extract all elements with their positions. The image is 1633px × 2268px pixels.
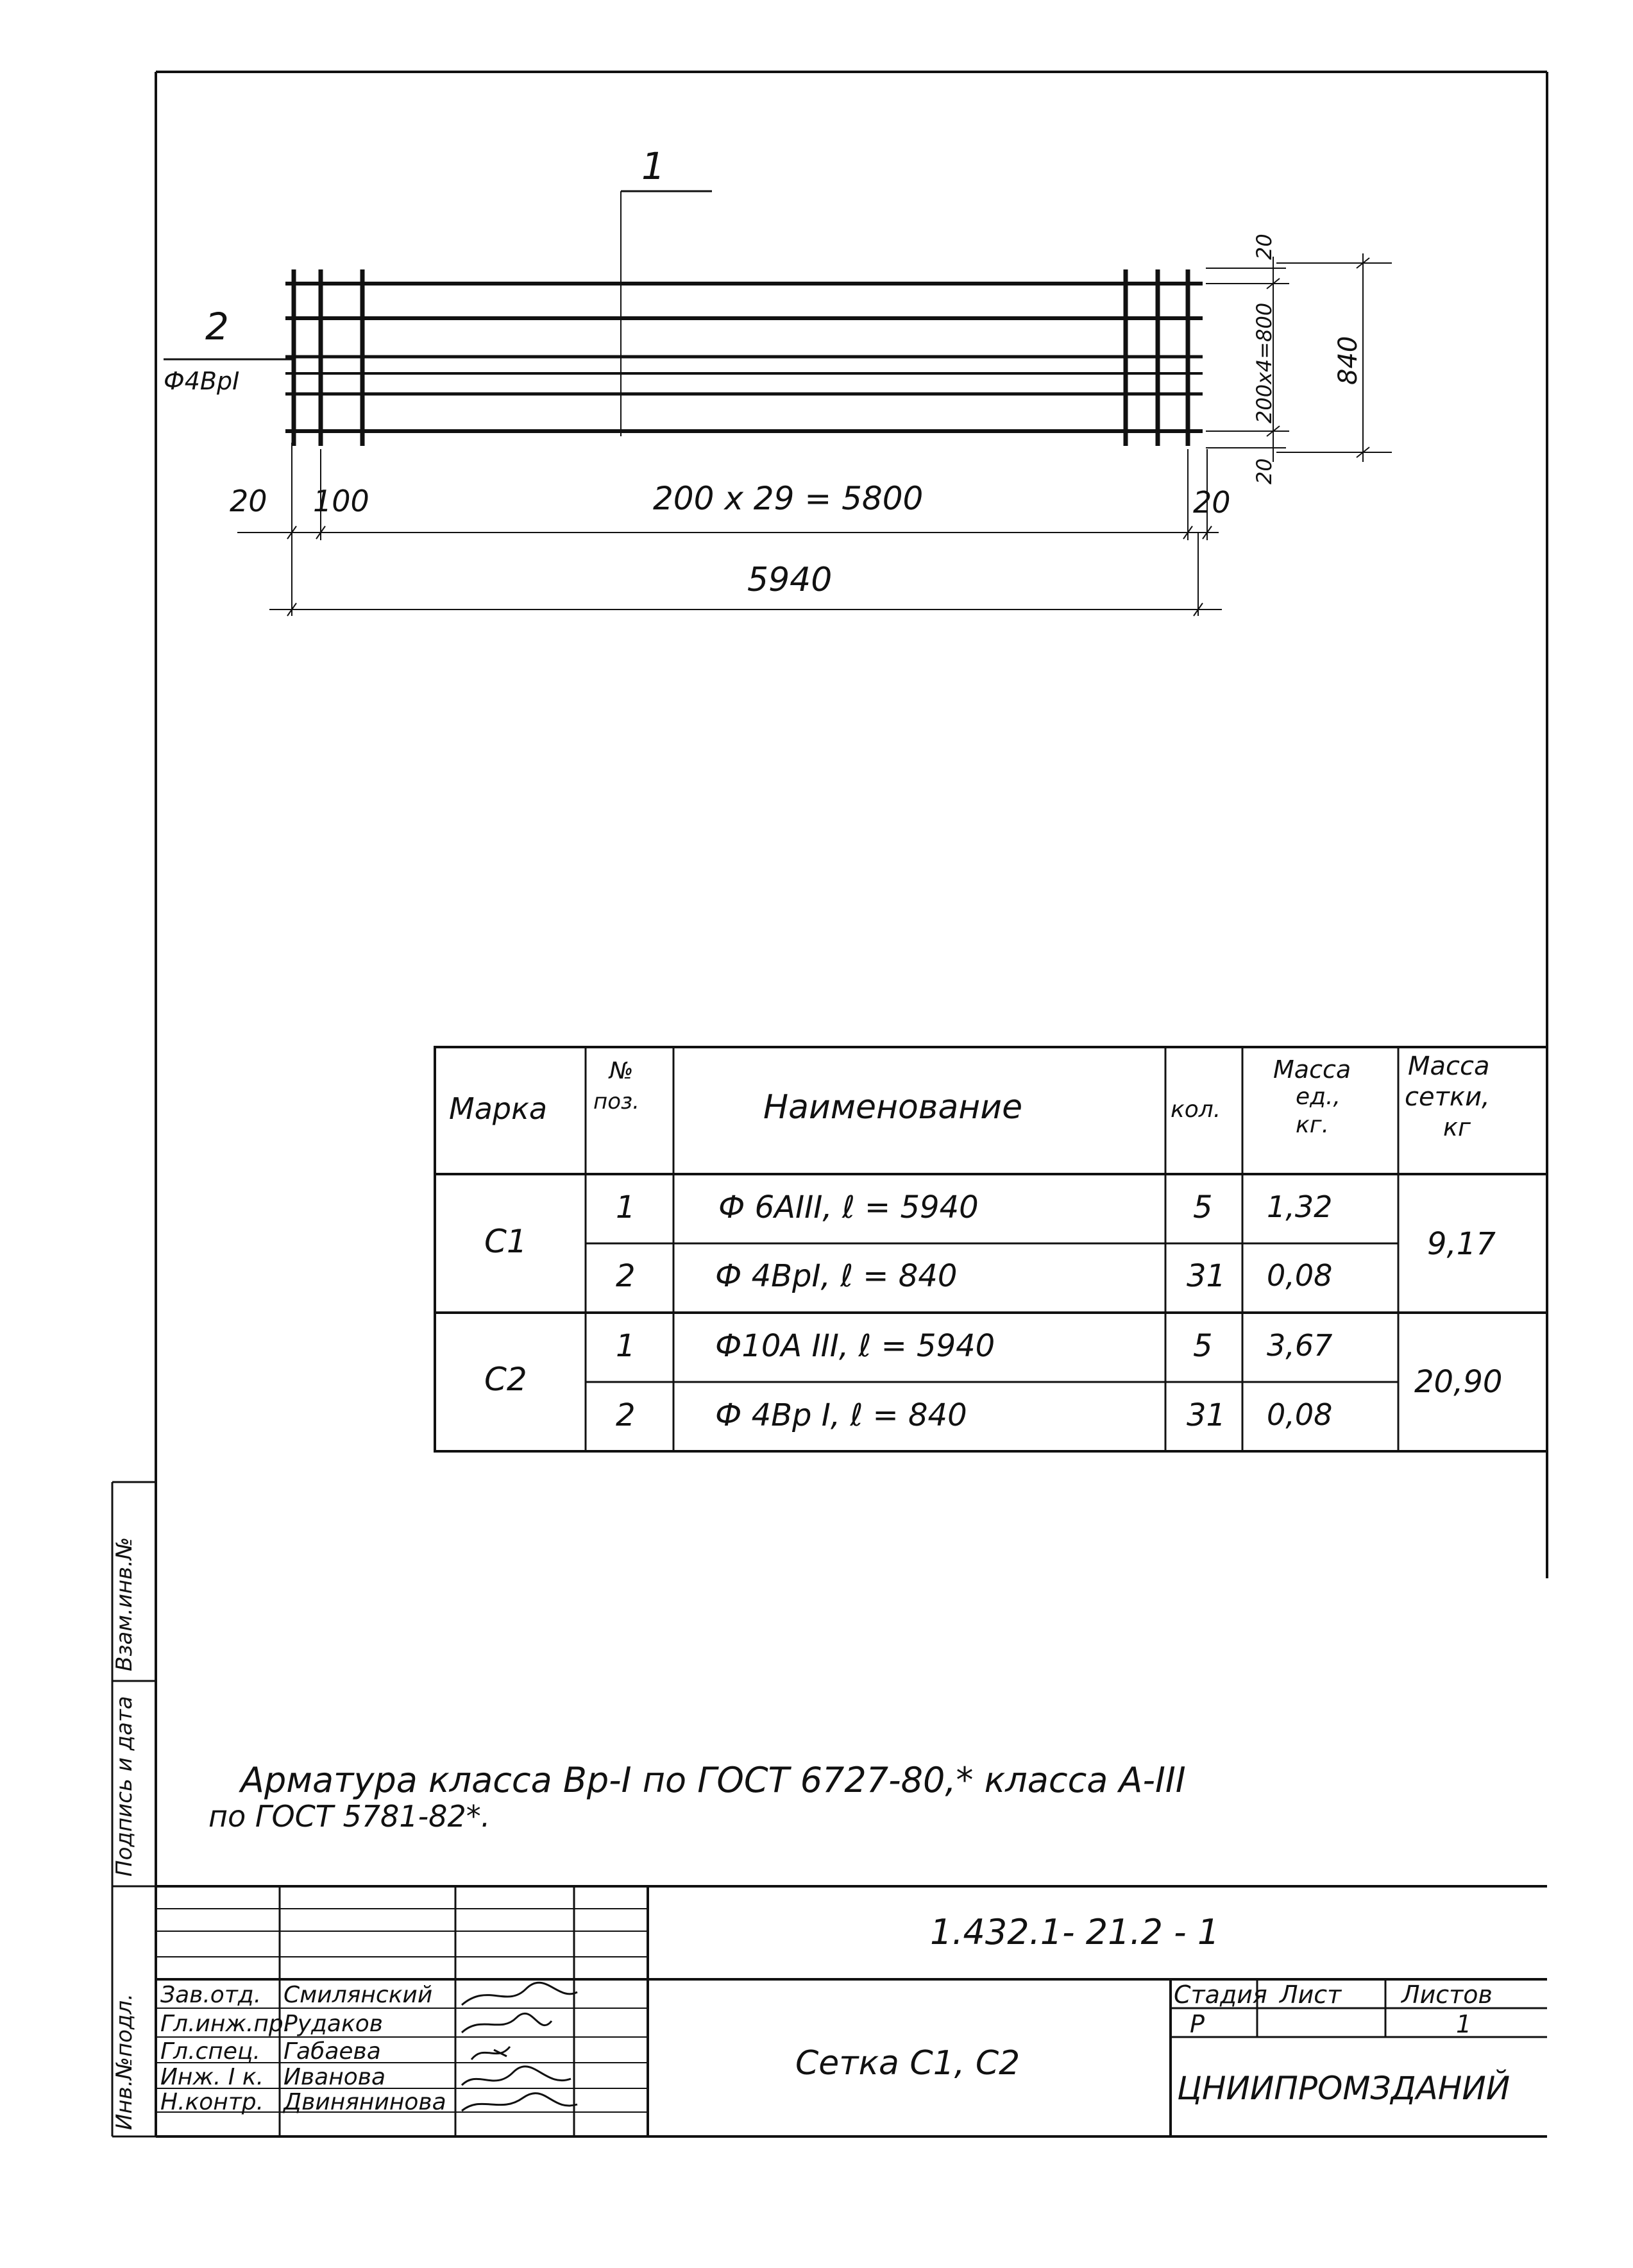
- signer-role: Н.контр.: [160, 2089, 264, 2115]
- group-c1-mark: С1: [484, 1223, 527, 1260]
- c1-row2-pos: 2: [616, 1258, 636, 1294]
- header-name: Наименование: [763, 1088, 1023, 1127]
- c1-row2-unit-mass: 0,08: [1267, 1258, 1333, 1293]
- group-c2-mark: С2: [484, 1361, 527, 1398]
- header-mesh-mass-1: Масса: [1408, 1052, 1490, 1081]
- c1-row1-qty: 5: [1193, 1189, 1213, 1225]
- dim-first-step: 100: [313, 484, 369, 518]
- signer-name: Двинянинова: [283, 2089, 446, 2115]
- c2-row2-pos: 2: [616, 1397, 636, 1433]
- signer-name: Рудаков: [283, 2011, 383, 2037]
- signatures: [462, 1982, 577, 2111]
- horizontal-dimensions: [237, 443, 1222, 616]
- stage-value: Р: [1190, 2010, 1205, 2038]
- mesh-drawing: [164, 191, 1203, 446]
- c1-row2-qty: 31: [1187, 1258, 1226, 1294]
- c2-row1-pos: 1: [616, 1328, 636, 1364]
- c2-row2-name: Ф 4Вр I, ℓ = 840: [715, 1397, 967, 1433]
- dim-vertical-spacing: 200х4=800: [1252, 302, 1276, 423]
- header-qty: кол.: [1171, 1096, 1221, 1123]
- sheet-title: Сетка С1, С2: [795, 2044, 1020, 2083]
- c1-row2-name: Ф 4ВрI, ℓ = 840: [715, 1258, 958, 1294]
- dim-total-width: 840: [1333, 336, 1363, 385]
- doc-code: 1.432.1- 21.2 - 1: [930, 1912, 1220, 1952]
- c1-row1-unit-mass: 1,32: [1267, 1189, 1333, 1224]
- dim-total-length: 5940: [747, 561, 833, 599]
- signer-role: Зав.отд.: [160, 1982, 262, 2008]
- stamp-vzam-inv: Взам.инв.№: [112, 1537, 137, 1671]
- position-bar: Ф4ВрI: [164, 367, 240, 395]
- signer-role: Гл.инж.пр.: [160, 2011, 291, 2037]
- position-label: 2: [205, 305, 229, 348]
- sheets-value: 1: [1456, 2010, 1472, 2038]
- header-pos: поз.: [593, 1089, 639, 1114]
- vertical-dimensions: [1206, 253, 1392, 462]
- c2-row2-qty: 31: [1187, 1397, 1226, 1433]
- c2-row1-name: Ф10А III, ℓ = 5940: [715, 1328, 995, 1364]
- sheets-header: Листов: [1401, 1981, 1493, 2009]
- c2-row1-unit-mass: 3,67: [1267, 1328, 1333, 1363]
- c2-row1-qty: 5: [1193, 1328, 1213, 1364]
- dim-right-edge: 20: [1193, 485, 1231, 520]
- section-mark: 1: [641, 144, 665, 188]
- note-line-1: Арматура класса Вр-I по ГОСТ 6727-80,* класса А-III: [241, 1760, 1186, 1800]
- signer-name: Смилянский: [283, 1982, 433, 2008]
- dim-spacing: 200 х 29 = 5800: [653, 480, 924, 517]
- header-unit-mass-1: Масса: [1273, 1055, 1351, 1084]
- sheet-header: Лист: [1280, 1981, 1342, 2009]
- organization: ЦНИИПРОМЗДАНИЙ: [1177, 2070, 1510, 2107]
- c2-mesh-mass: 20,90: [1414, 1364, 1503, 1400]
- signer-name: Габаева: [283, 2038, 381, 2065]
- signer-name: Иванова: [283, 2064, 386, 2090]
- c2-row2-unit-mass: 0,08: [1267, 1397, 1333, 1432]
- dim-left-edge: 20: [230, 484, 267, 518]
- stamp-podpis-data: Подпись и дата: [112, 1696, 137, 1877]
- c1-mesh-mass: 9,17: [1427, 1226, 1496, 1262]
- signer-role: Инж. I к.: [160, 2064, 264, 2090]
- dim-top-edge: 20: [1252, 234, 1276, 260]
- c1-row1-name: Ф 6АIII, ℓ = 5940: [718, 1189, 979, 1225]
- c1-row1-pos: 1: [616, 1189, 636, 1225]
- signer-role: Гл.спец.: [160, 2038, 260, 2065]
- dim-bottom-edge: 20: [1252, 458, 1276, 484]
- note-line-2: по ГОСТ 5781-82*.: [208, 1799, 491, 1834]
- header-mesh-mass-3: кг: [1443, 1113, 1471, 1141]
- header-unit-mass-3: кг.: [1296, 1112, 1330, 1138]
- header-mesh-mass-2: сетки,: [1405, 1082, 1490, 1112]
- header-pos-no: №: [609, 1058, 634, 1084]
- header-mark: Марка: [449, 1091, 548, 1126]
- stage-header: Стадия: [1174, 1981, 1267, 2009]
- header-unit-mass-2: ед.,: [1296, 1084, 1341, 1110]
- stamp-inv-podl: Инв.№подл.: [112, 1993, 137, 2130]
